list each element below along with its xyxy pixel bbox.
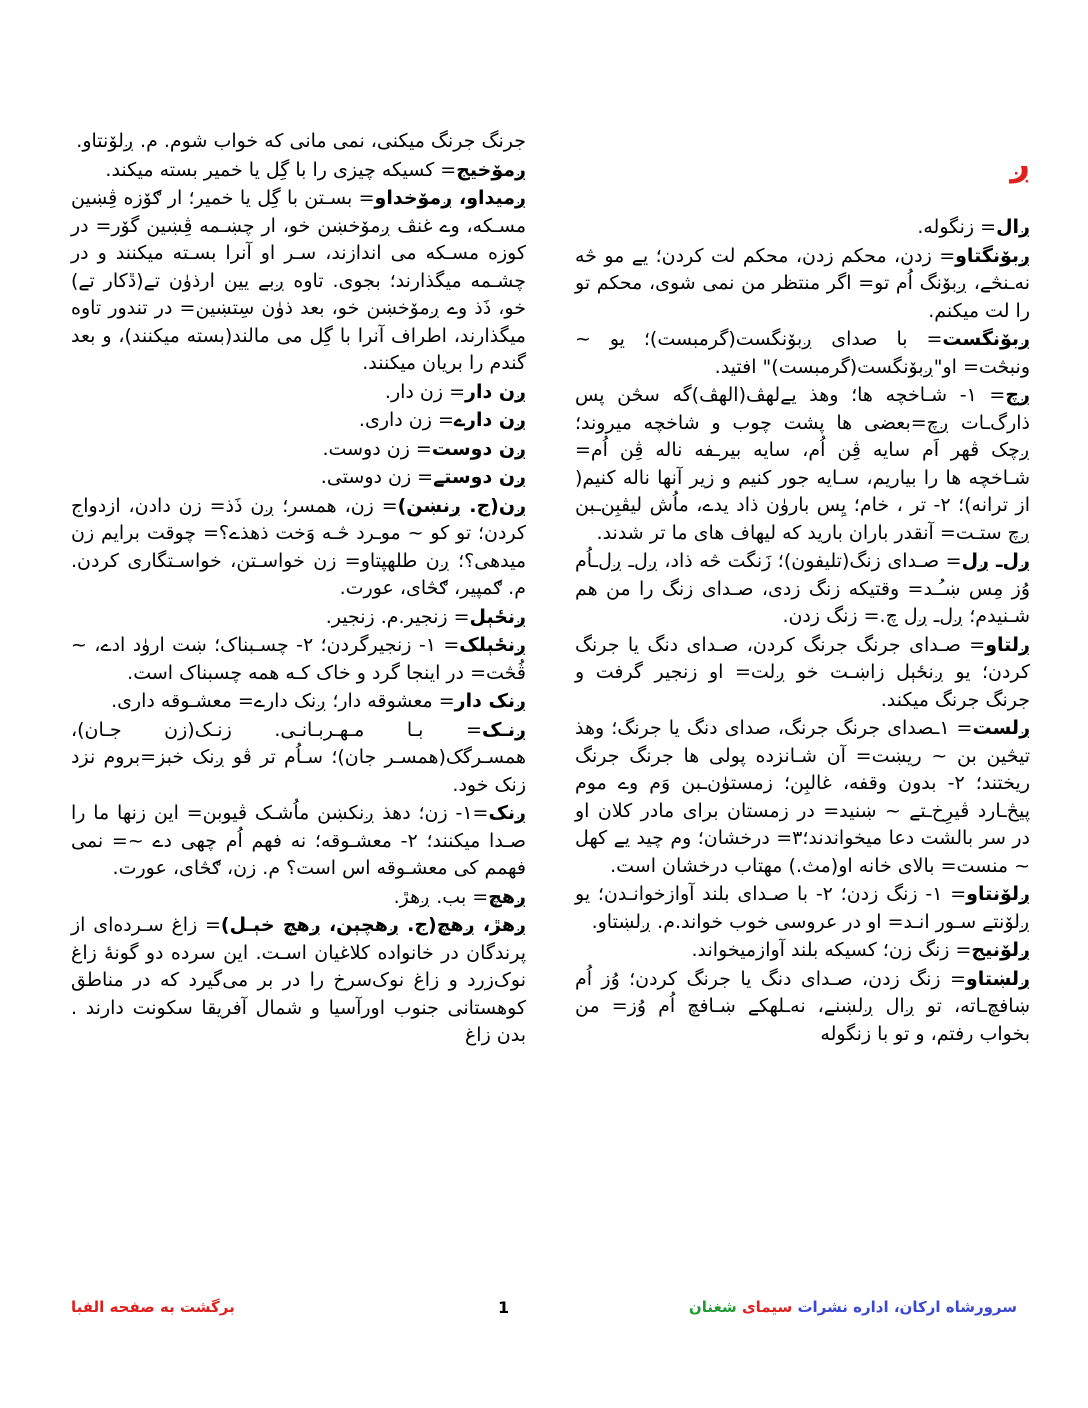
section-letter: ږ: [1010, 144, 1030, 184]
dictionary-entry: [71, 632, 526, 687]
entry-headword: ږن دوستے: [433, 466, 526, 488]
entry-headword: ږهچ: [488, 885, 526, 908]
credit-author: سرورشاه ارکان،: [893, 1298, 1017, 1316]
entry-definition: = ۱- زنجیرگردن؛ ۲- چسـبناک؛ ښت ارۈد ادے، ~ ڤُڅت= در اینجا گرد و خاک کـه همه چسبناک است.: [71, 634, 526, 684]
entry-definition: = زنجیر.م. زنجیر.: [325, 605, 470, 628]
dictionary-entry: [575, 632, 1030, 715]
dictionary-entry: [71, 128, 526, 156]
page-footer: [71, 1298, 1017, 1322]
entry-headword: ږن دارے: [453, 409, 526, 431]
letter-heading: [575, 134, 1030, 214]
entry-definition: = بب. ږهڙ.: [393, 885, 489, 908]
dictionary-entry: [71, 407, 526, 435]
dictionary-entry: [575, 243, 1030, 326]
dictionary-entry: [71, 436, 526, 464]
entry-headword: ږهڙ، ږهچ(ج. ږهچېن، ږهچ خېـل): [220, 914, 526, 936]
entry-headword: ږلست: [972, 717, 1031, 739]
entry-headword: ږلۆنتاو: [966, 883, 1030, 905]
dictionary-entry: [575, 548, 1030, 631]
entry-headword: ږن دار: [465, 380, 526, 403]
credit-publisher: اداره نشرات: [797, 1298, 889, 1316]
entry-headword: ږمیداو، ږمۆخداو: [374, 187, 526, 209]
entry-definition: = بسـتن با گِل یا خمیر؛ ار ګۆزه ڤِښین مسـکه، وے غنڤ ږمۆخښن خو، ار چښـمه ڤِښین گۆر= در کوزه مسـکه می اندازند، سـر او آنرا بسـته میکنند و در چشـمه میگذارند؛ بجوی. تاوه ږبے یین ارذۈن تے(ڐکار تے) خو، ذَذ وے ږمۆخښن خو، بعد ذۈن سِتښین= در تندور تاوه میگذارند، اطراف آنرا با گِل می مالند(بسته میکنند)، و بعد گندم را بریان میکنند.: [71, 187, 526, 374]
credit-brand-1: سیمای: [741, 1298, 793, 1316]
entry-definition: = ۱- شـاخچه ها؛ وهذ یے‌لهڤ(الهڤ)گه سڅن پس ذارگ‌ـات ږچ=بعضی ها پشت چوب و شاخچه میروند؛ ږچک ڤهر اَم سایه ڤِن اُم، سایه بیر‌ـفه ناله ڤِن اُم= شـاخچه ها را بیاریم، سـایه جور کنیم و زیر آنها ناله کنیم( از ترانه)؛ ۲- تر ، خام؛ یِس بارۈن ذاد یدے، ماُش لیڤبِن‌ـبن ږچ ستـت= آنقدر باران بارید که لیهاف های ما تر شدند.: [575, 384, 1031, 544]
dictionary-entry: [71, 800, 526, 883]
entry-headword: ږبۆنگتاو: [955, 244, 1030, 267]
entry-definition: = زن داری.: [358, 409, 454, 431]
entry-headword: ږال: [996, 216, 1030, 238]
dictionary-entry: [575, 937, 1030, 965]
credit-brand-2: شغنان: [688, 1298, 737, 1316]
entry-definition: = زدن، محکم زدن، محکم لت کردن؛ یے مو څه نه‌ـنڅے، ږبۆنگ اُم تو= اگر منتظر من نمی شوی، محکم تو را لت میکنم.: [575, 244, 1030, 322]
entry-definition: = زنگ زن؛ کسیکه بلند آوازمیخواند.: [691, 939, 972, 961]
page-number: 1: [498, 1298, 510, 1317]
entry-definition: = زن دوست.: [322, 437, 432, 460]
entry-definition: = معشوقه دار؛ ږنک دارے= معشـوقه داری.: [111, 690, 455, 712]
entry-definition: = زن، همسر؛ ږن ذَذ= زن دادن، ازدواج کردن؛ تو کو ~ مو‌ـرد څـه وَخت ذهذے؟= چوقت برایم زن میدهی؟؛ ږن طلهپتاو= زن خواسـتن، خواسـتگاری کردن. م. ګمپیر، ګڅای، عورت.: [71, 494, 526, 599]
entry-definition: = صـدای زنگ(تلیفون)؛ زَنگت څه ذاد، ږل‌ـ ږل‌ـاُم وُز مِس ښـُـد= وقتیکه زنگ زدی، صـدای زنگ را من هم شـنیدم؛ ږل‌ـ ږل چ.= زنگ زدن.: [575, 550, 1030, 627]
entry-headword: ږل‌ـ ږل: [961, 550, 1030, 572]
entry-definition: = ۱‌ـصدای جرنگ جرنگ، صدای دنگ یا جرنگ؛ وهذ تیڅین بن ~ ریښت= آن شـانزده پولی ها جرنگ جرنگ ریختند؛ ۲- بدون وقفه، غالبِن؛ زمستۈن‌ـبن وَم وے موم پیڅ‌ـارد ڤیرِخ‌ـتے ~ ښنید= در زمستان برای مادر کلان او در سر بالشت دعا میخواندند؛۳= درخشان؛ وم چید یے کهل ~ منست= بالای خانه او(مث.) مهتاب درخشان است.: [575, 717, 1030, 877]
dictionary-entry: [71, 604, 526, 632]
dictionary-entry: [575, 881, 1030, 936]
left-entries: [71, 128, 526, 1050]
entry-headword: ږنځېل: [469, 605, 526, 628]
dictionary-entry: [71, 688, 526, 716]
dictionary-entry: [575, 382, 1030, 547]
right-column: [575, 134, 1030, 1049]
dictionary-entry: [71, 493, 526, 603]
entry-definition: = کسیکه چیزی را با گِل یا خمیر بسته میکند.: [105, 158, 457, 181]
dictionary-entry: [575, 214, 1030, 242]
entry-definition: = با صدای ږبۆنگست(گرمبست)؛ یو ~ ونبڅت= او"ږبۆنگست(گرمبست)" افتید.: [575, 328, 1030, 378]
back-to-alphabet-link[interactable]: برگشت به صفحه الفبا: [71, 1298, 235, 1316]
dictionary-entry: [71, 717, 526, 800]
entry-definition: = زنگوله.: [917, 216, 997, 238]
left-column: [71, 128, 526, 1051]
dictionary-entry: [71, 379, 526, 407]
entry-headword: ږنځېلک: [459, 634, 526, 656]
entry-headword: ږلۆنیج: [971, 939, 1030, 961]
entry-headword: ږن دوست: [431, 437, 526, 460]
entry-headword: ږن(ج. ږنښن): [397, 494, 527, 517]
entry-headword: ږلښتاو: [965, 967, 1030, 990]
entry-headword: ږنـک: [481, 718, 526, 741]
entry-headword: ږمۆخیج: [456, 158, 526, 181]
entry-definition: = زنگ زدن، صـدای دنگ یا جرنگ کردن؛ وُز اُم ښافچ‌ـاته، تو ږال ږلښنے، نه‌ـلهکے ښـافچ اُم وُز= من بخواب رفتم، و تو با زنگوله: [575, 967, 1030, 1045]
dictionary-entry: [575, 715, 1030, 880]
entry-definition: = ۱- زنگ زدن؛ ۲- با صـدای بلند آوازخوانـدن؛ یو ږلۆنتے سـور انـد= او در عروسی خوب خواند.م. ږلښتاو.: [575, 883, 1030, 933]
dictionary-entry: [71, 912, 526, 1050]
entry-headword: ږلتاو: [985, 633, 1030, 656]
entry-definition: = زن دار.: [384, 380, 466, 403]
entry-definition: = بـا مـهـربـانـی. زنـک(زن جـان)، همسـرگک(همسـر جان)؛ سـاُم تر ڤو ږنک خبز=بروم نزد زنک خود.: [71, 718, 526, 796]
entry-definition: = زن دوستی.: [320, 466, 434, 488]
entry-definition: = صـدای جرنگ جرنگ کردن، صـدای دنگ یا جرنگ کردن؛ یو ږنځېل زاښـت خو ږلت= او زنجیر گرفت و جرنگ جرنگ میکند.: [575, 633, 1030, 711]
entry-definition: = زاغ سـرده‌ای از پرندگان در خانواده کلاغیان اسـت. این سرده دو گونهٔ زاغ نوک‌زرد و زاغ نوک‌سرخ را در بر می‌گیرد که در مناطق کوهستانی جنوب اورآسیا و شمال آفریقا سکونت دارند . بدن زاغ: [71, 914, 526, 1046]
right-entries: [575, 214, 1030, 1048]
dictionary-entry: [71, 464, 526, 492]
entry-headword: ږنک: [488, 802, 526, 824]
entry-definition: =۱- زن؛ دهذ ږنکښن ماُشـک ڤیوبن= این زنها ما را صـدا میکنند؛ ۲- معشـوقه؛ نه فهم اُم چهی دے ~= نمی فهمم کی معشـوقه اس است؟ م. زن، ګڅای، عورت.: [71, 802, 526, 879]
dictionary-entry: [575, 326, 1030, 381]
dictionary-entry: [71, 884, 526, 912]
entry-headword: ږنک دار: [454, 690, 526, 712]
entry-definition: جرنگ جرنگ میکنی، نمی مانی که خواب شوم. م. ږلۆنتاو.: [76, 130, 526, 152]
entry-headword: ږچ: [1005, 384, 1030, 406]
footer-credit: [689, 1298, 1017, 1316]
dictionary-entry: [71, 157, 526, 185]
entry-headword: ږبۆنگست: [942, 328, 1030, 350]
dictionary-entry: [575, 966, 1030, 1049]
dictionary-entry: [71, 185, 526, 378]
